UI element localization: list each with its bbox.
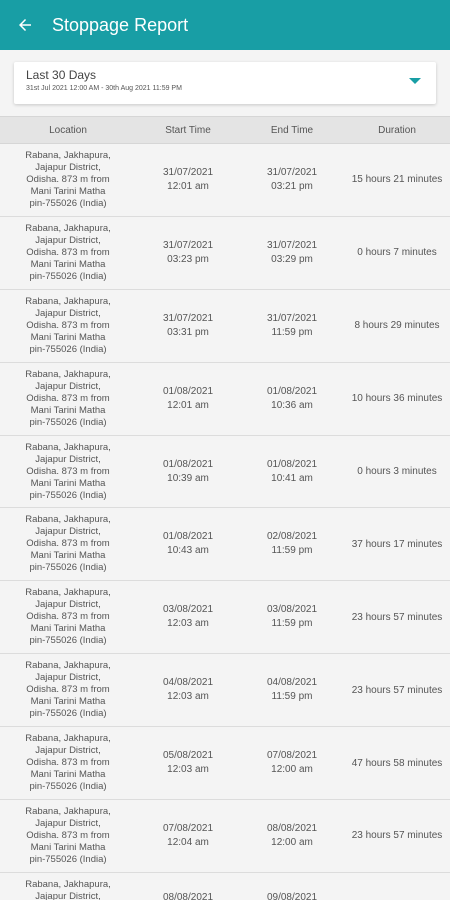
cell-start-time: 05/08/2021 12:03 am — [162, 750, 214, 776]
cell-location: Rabana, Jakhapura, Jajapur District, Odisha. 873 m from Mani Tarini Matha pin-755026 (India) — [25, 295, 111, 355]
cell-end-time: 07/08/2021 12:00 am — [266, 750, 318, 776]
cell-duration: 47 hours 58 minutes — [351, 757, 443, 769]
table-row[interactable] — [0, 800, 450, 873]
cell-start-time: 04/08/2021 12:03 am — [162, 677, 214, 703]
cell-duration: 0 hours 3 minutes — [357, 466, 437, 477]
table-body — [0, 144, 450, 900]
column-header-location: Location — [49, 124, 87, 136]
cell-end-time: 02/08/2021 11:59 pm — [266, 531, 318, 557]
cell-end-time: 31/07/2021 11:59 pm — [266, 312, 318, 338]
cell-start-time: 31/07/2021 12:01 am — [162, 166, 214, 192]
table-row[interactable] — [0, 290, 450, 363]
cell-duration: 8 hours 29 minutes — [354, 320, 440, 332]
column-header-start-time: Start Time — [165, 124, 211, 136]
cell-start-time: 01/08/2021 12:01 am — [162, 385, 214, 411]
cell-start-time: 31/07/2021 03:31 pm — [162, 312, 214, 338]
cell-duration: 0 hours 7 minutes — [357, 247, 437, 259]
cell-start-time: 01/08/2021 10:39 am — [162, 458, 214, 484]
cell-end-time: 31/07/2021 03:21 pm — [266, 166, 318, 192]
cell-location: Rabana, Jakhapura, Jajapur District, Odisha. 873 m from Mani Tarini Matha pin-755026 (India) — [25, 805, 111, 865]
cell-location: Rabana, Jakhapura, Jajapur District, — [25, 878, 111, 900]
cell-duration: 37 hours 17 minutes — [351, 538, 443, 550]
cell-start-time: 08/08/2021 — [162, 891, 214, 900]
cell-location: Rabana, Jakhapura, Jajapur District, Odisha. 873 m from Mani Tarini Matha pin-755026 (India) — [25, 441, 111, 501]
table-row[interactable] — [0, 436, 450, 509]
table-header — [0, 116, 450, 144]
cell-start-time: 07/08/2021 12:04 am — [162, 822, 214, 848]
table-row[interactable] — [0, 363, 450, 436]
cell-end-time: 01/08/2021 10:41 am — [266, 458, 318, 484]
table-row[interactable] — [0, 873, 450, 900]
arrow-left-icon — [16, 16, 34, 34]
app-bar — [0, 0, 450, 50]
cell-end-time: 01/08/2021 10:36 am — [266, 385, 318, 411]
table-row[interactable] — [0, 654, 450, 727]
caret-down-icon — [409, 78, 421, 84]
cell-location: Rabana, Jakhapura, Jajapur District, Odisha. 873 m from Mani Tarini Matha pin-755026 (India) — [25, 587, 111, 647]
column-header-duration: Duration — [378, 124, 416, 136]
table-row[interactable] — [0, 581, 450, 654]
date-range-subtitle: 31st Jul 2021 12:00 AM - 30th Aug 2021 11:59 PM — [26, 85, 182, 92]
column-header-end-time: End Time — [270, 124, 314, 136]
table-row[interactable] — [0, 217, 450, 290]
cell-duration: 23 hours 57 minutes — [351, 684, 443, 696]
cell-start-time: 03/08/2021 12:03 am — [162, 604, 214, 630]
cell-location: Rabana, Jakhapura, Jajapur District, Odisha. 873 m from Mani Tarini Matha pin-755026 (India) — [25, 222, 111, 282]
filter-section — [0, 50, 450, 116]
cell-duration: 15 hours 21 minutes — [351, 174, 443, 186]
cell-duration: 23 hours 57 minutes — [351, 611, 443, 623]
cell-start-time: 31/07/2021 03:23 pm — [162, 239, 214, 265]
cell-end-time: 03/08/2021 11:59 pm — [266, 604, 318, 630]
cell-end-time: 31/07/2021 03:29 pm — [266, 239, 318, 265]
page-title: Stoppage Report — [52, 14, 189, 35]
cell-location: Rabana, Jakhapura, Jajapur District, Odisha. 873 m from Mani Tarini Matha pin-755026 (India) — [25, 514, 111, 574]
cell-location: Rabana, Jakhapura, Jajapur District, Odisha. 873 m from Mani Tarini Matha pin-755026 (India) — [25, 149, 111, 209]
table-row[interactable] — [0, 144, 450, 217]
date-range-dropdown[interactable] — [14, 62, 436, 104]
cell-duration: 23 hours 57 minutes — [351, 830, 443, 842]
cell-location: Rabana, Jakhapura, Jajapur District, Odisha. 873 m from Mani Tarini Matha pin-755026 (India) — [25, 368, 111, 428]
cell-start-time: 01/08/2021 10:43 am — [162, 531, 214, 557]
back-button[interactable] — [0, 0, 50, 50]
cell-location: Rabana, Jakhapura, Jajapur District, Odisha. 873 m from Mani Tarini Matha pin-755026 (India) — [25, 733, 111, 793]
date-range-title: Last 30 Days — [26, 68, 97, 82]
cell-end-time: 09/08/2021 — [266, 891, 318, 900]
table-row[interactable] — [0, 508, 450, 581]
table-row[interactable] — [0, 727, 450, 800]
cell-duration: 10 hours 36 minutes — [351, 393, 443, 405]
cell-end-time: 04/08/2021 11:59 pm — [266, 677, 318, 703]
cell-location: Rabana, Jakhapura, Jajapur District, Odisha. 873 m from Mani Tarini Matha pin-755026 (India) — [25, 660, 111, 720]
cell-end-time: 08/08/2021 12:00 am — [266, 822, 318, 848]
